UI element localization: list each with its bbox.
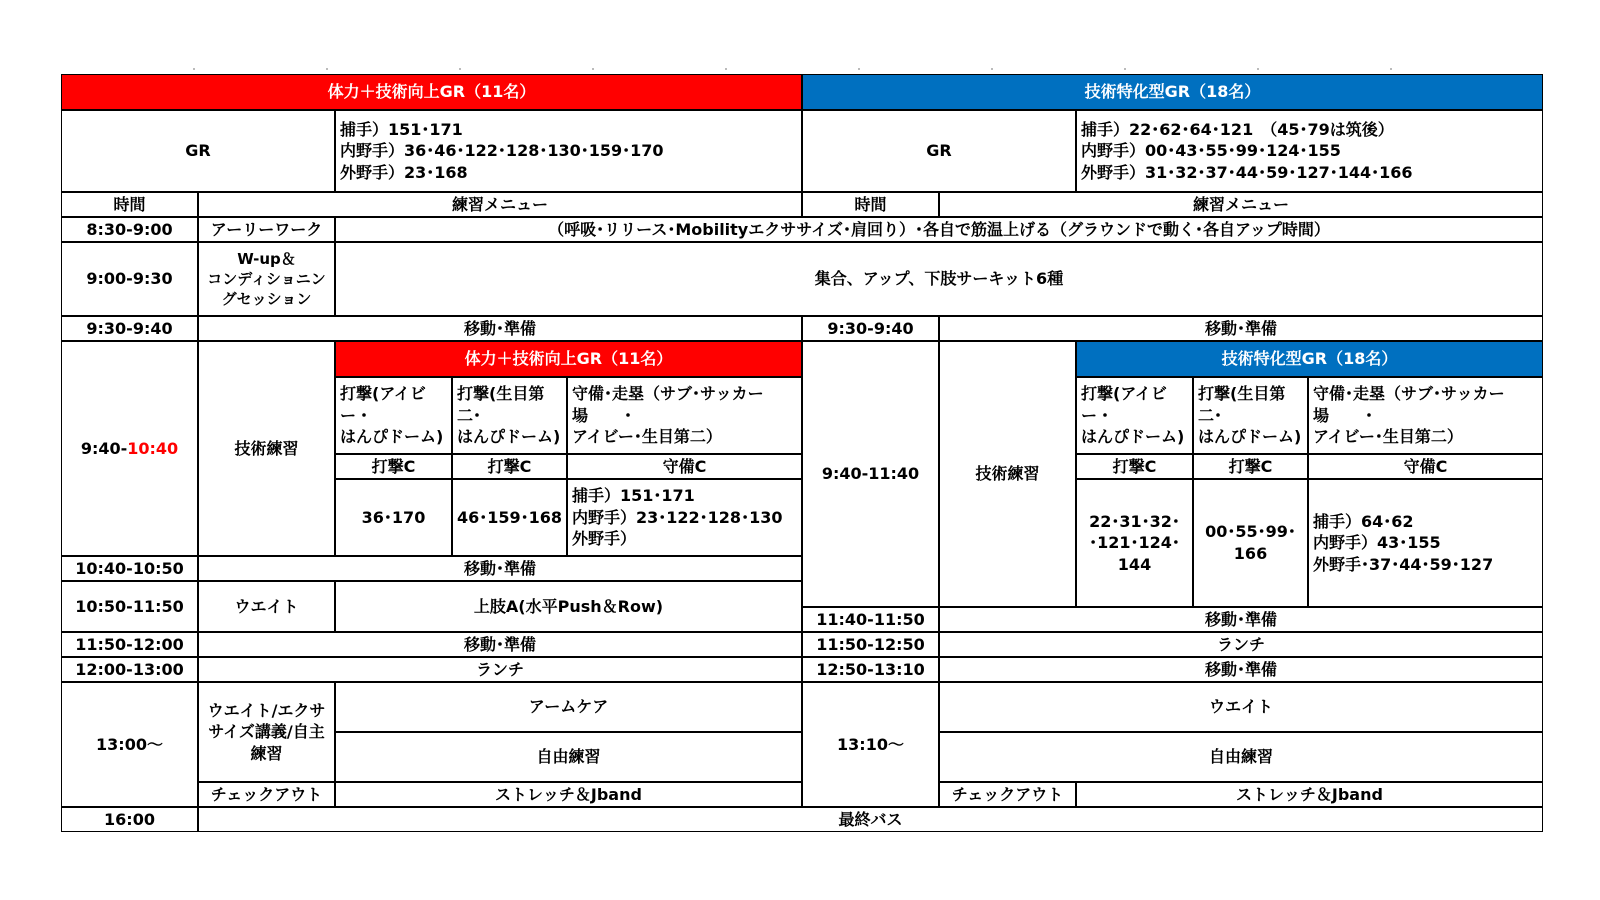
- right-label-checkout: チェックアウト: [939, 782, 1076, 807]
- right-menu-move1: 移動･準備: [939, 316, 1543, 341]
- right-sub-v3: 捕手）64･62 内野手）43･155 外野手･37･44･59･127: [1308, 479, 1543, 607]
- right-sub-c1: 打撃C: [1076, 454, 1193, 479]
- left-gr-members: 捕手）151･171 内野手）36･46･122･128･130･159･170 外野手）23･168: [335, 110, 802, 192]
- left-sub-col2: 打撃(生目第二･ はんぴドーム): [452, 377, 567, 454]
- right-sub-col3: 守備･走塁（サブ･サッカー場 ・ アイビー･生目第二）: [1308, 377, 1543, 454]
- left-time-tech-end: 10:40: [127, 438, 179, 458]
- left-sub-header: 体力＋技術向上GR（11名）: [335, 341, 802, 377]
- right-time-lunch: 11:50-12:50: [802, 632, 939, 657]
- menu-final-bus: 最終バス: [198, 807, 1543, 832]
- right-time-move2: 11:40-11:50: [802, 607, 939, 632]
- left-sub-c3: 守備C: [567, 454, 802, 479]
- label-wup: W-up＆ コンディショニングセッション: [198, 242, 335, 316]
- left-label-tech: 技術練習: [198, 341, 335, 556]
- right-group-header: 技術特化型GR（18名）: [802, 74, 1543, 110]
- right-time-move1: 9:30-9:40: [802, 316, 939, 341]
- time-wup: 9:00-9:30: [61, 242, 198, 316]
- right-col-menu: 練習メニュー: [939, 192, 1543, 217]
- left-menu-armcare: アームケア: [335, 682, 802, 732]
- left-menu-weight: 上肢A(水平Push＆Row): [335, 581, 802, 632]
- right-gr-members: 捕手）22･62･64･121 （45･79は筑後） 内野手）00･43･55･99･124･155 外野手）31･32･37･44･59･127･144･166: [1076, 110, 1543, 192]
- right-col-time: 時間: [802, 192, 939, 217]
- right-label-tech: 技術練習: [939, 341, 1076, 607]
- left-menu-move3: 移動･準備: [198, 632, 802, 657]
- menu-wup: 集合、アップ、下肢サーキット6種: [335, 242, 1543, 316]
- right-menu-stretch: ストレッチ＆Jband: [1076, 782, 1543, 807]
- left-time-move2: 10:40-10:50: [61, 556, 198, 581]
- left-sub-c2: 打撃C: [452, 454, 567, 479]
- left-label-checkout: チェックアウト: [198, 782, 335, 807]
- left-sub-v1: 36･170: [335, 479, 452, 556]
- right-sub-col2: 打撃(生目第二･ はんぴドーム): [1193, 377, 1308, 454]
- left-sub-col3: 守備･走塁（サブ･サッカー場 ・ アイビー･生目第二）: [567, 377, 802, 454]
- right-time-afternoon: 13:10～: [802, 682, 939, 807]
- right-sub-header: 技術特化型GR（18名）: [1076, 341, 1543, 377]
- left-sub-v3: 捕手）151･171 内野手）23･122･128･130 外野手）: [567, 479, 802, 556]
- left-menu-move2: 移動･準備: [198, 556, 802, 581]
- left-time-move1: 9:30-9:40: [61, 316, 198, 341]
- left-menu-free-practice: 自由練習: [335, 732, 802, 782]
- right-gr-label: GR: [802, 110, 1076, 192]
- right-menu-weight: ウエイト: [939, 682, 1543, 732]
- left-time-afternoon: 13:00～: [61, 682, 198, 807]
- right-menu-move3: 移動･準備: [939, 657, 1543, 682]
- left-sub-col1: 打撃(アイビー・ はんぴドーム): [335, 377, 452, 454]
- left-time-tech: [61, 341, 198, 556]
- right-sub-c2: 打撃C: [1193, 454, 1308, 479]
- right-menu-lunch: ランチ: [939, 632, 1543, 657]
- left-label-weight: ウエイト: [198, 581, 335, 632]
- left-sub-v2: 46･159･168: [452, 479, 567, 556]
- left-label-afternoon: ウエイト/エクササイズ講義/自主練習: [198, 682, 335, 782]
- left-group-header: 体力＋技術向上GR（11名）: [61, 74, 802, 110]
- menu-early-work: （呼吸･リリース･Mobilityエクササイズ･肩回り）･各自で筋温上げる（グラウンドで動く･各自アップ時間）: [335, 217, 1543, 242]
- left-time-weight: 10:50-11:50: [61, 581, 198, 632]
- right-time-tech: 9:40-11:40: [802, 341, 939, 607]
- time-final: 16:00: [61, 807, 198, 832]
- left-time-tech-start: 9:40-: [80, 438, 128, 458]
- right-menu-free-practice: 自由練習: [939, 732, 1543, 782]
- label-early-work: アーリーワーク: [198, 217, 335, 242]
- time-early: 8:30-9:00: [61, 217, 198, 242]
- left-col-time: 時間: [61, 192, 198, 217]
- left-menu-move1: 移動･準備: [198, 316, 802, 341]
- right-sub-v1: 22･31･32･ ･121･124･ 144: [1076, 479, 1193, 607]
- left-time-lunch: 12:00-13:00: [61, 657, 198, 682]
- left-col-menu: 練習メニュー: [198, 192, 802, 217]
- left-time-move3: 11:50-12:00: [61, 632, 198, 657]
- left-menu-stretch: ストレッチ＆Jband: [335, 782, 802, 807]
- right-menu-move2: 移動･準備: [939, 607, 1543, 632]
- right-sub-c3: 守備C: [1308, 454, 1543, 479]
- right-time-move3: 12:50-13:10: [802, 657, 939, 682]
- left-sub-c1: 打撃C: [335, 454, 452, 479]
- right-sub-v2: 00･55･99･ 166: [1193, 479, 1308, 607]
- left-gr-label: GR: [61, 110, 335, 192]
- right-sub-col1: 打撃(アイビー・ はんぴドーム): [1076, 377, 1193, 454]
- left-menu-lunch: ランチ: [198, 657, 802, 682]
